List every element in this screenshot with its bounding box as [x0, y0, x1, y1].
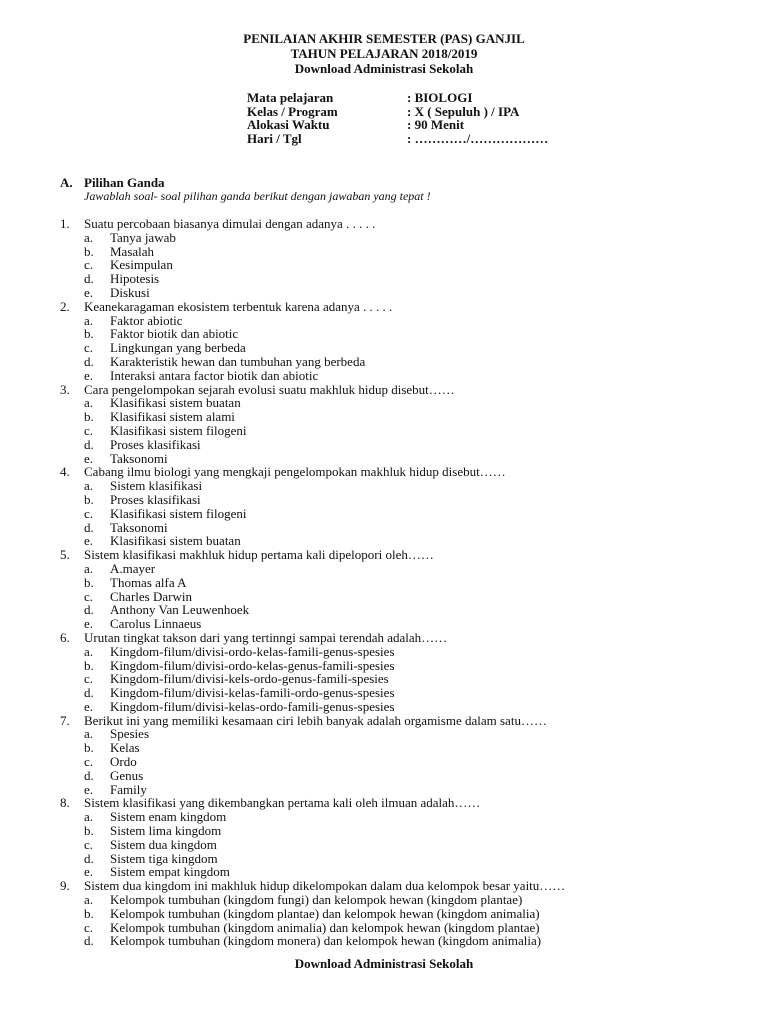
- answer-option: [60, 810, 740, 824]
- question-text: Sistem klasifikasi makhluk hidup pertama kali dipelopori oleh……: [84, 547, 434, 563]
- answer-option: [60, 355, 740, 369]
- question-text: Cabang ilmu biologi yang mengkaji pengelompokan makhluk hidup disebut……: [84, 464, 506, 480]
- footer-text: Download Administrasi Sekolah: [294, 956, 474, 971]
- option-letter: a.: [84, 726, 94, 742]
- info-value: : BIOLOGI: [407, 90, 473, 105]
- question-item: [60, 300, 740, 383]
- option-text: Kingdom-filum/divisi-kelas-famili-ordo-genus-spesies: [110, 685, 395, 701]
- answer-option: [60, 369, 740, 383]
- option-letter: a.: [84, 892, 94, 908]
- question-number: 7.: [60, 712, 70, 728]
- answer-option: [60, 852, 740, 866]
- option-text: Carolus Linnaeus: [110, 616, 202, 632]
- question-item: [60, 879, 740, 948]
- option-text: Anthony Van Leuwenhoek: [110, 602, 250, 618]
- question-line: [60, 879, 740, 893]
- option-letter: e.: [84, 616, 94, 632]
- option-text: Ordo: [110, 754, 137, 770]
- question-number: 1.: [60, 216, 70, 231]
- answer-option: [60, 562, 740, 576]
- answer-option: [60, 727, 740, 741]
- answer-option: [60, 769, 740, 783]
- question-item: [60, 465, 740, 548]
- option-letter: a.: [84, 312, 94, 328]
- answer-option: [60, 493, 740, 507]
- option-letter: c.: [84, 340, 94, 356]
- answer-option: [60, 576, 740, 590]
- question-line: [60, 383, 740, 397]
- info-label: Mata pelajaran: [247, 90, 334, 105]
- option-letter: b.: [84, 409, 94, 425]
- option-text: Thomas alfa A: [110, 574, 187, 590]
- header-year: TAHUN PELAJARAN 2018/2019: [290, 46, 478, 61]
- question-item: [60, 383, 740, 466]
- option-letter: d.: [84, 353, 94, 369]
- option-letter: b.: [84, 326, 94, 342]
- option-letter: e.: [84, 698, 94, 714]
- info-value: : 90 Menit: [407, 117, 465, 132]
- option-letter: b.: [84, 574, 94, 590]
- section-letter: A.: [60, 175, 73, 190]
- option-letter: d.: [84, 685, 94, 701]
- option-letter: d.: [84, 767, 94, 783]
- answer-option: [60, 245, 740, 259]
- question-text: Suatu percobaan biasanya dimulai dengan adanya . . . . .: [84, 216, 376, 231]
- option-text: Sistem klasifikasi: [110, 478, 203, 494]
- option-text: Kelompok tumbuhan (kingdom animalia) dan kelompok hewan (kingdom plantae): [110, 919, 540, 935]
- answer-option: [60, 341, 740, 355]
- question-number: 9.: [60, 878, 70, 894]
- answer-option: [60, 755, 740, 769]
- answer-option: [60, 314, 740, 328]
- option-text: Proses klasifikasi: [110, 436, 201, 452]
- info-label: Kelas / Program: [247, 103, 338, 119]
- answer-option: [60, 617, 740, 631]
- answer-option: [60, 865, 740, 879]
- answer-option: [60, 534, 740, 548]
- exam-info: [247, 91, 548, 145]
- question-number: 5.: [60, 547, 70, 563]
- option-letter: a.: [84, 560, 94, 576]
- option-text: Hipotesis: [110, 271, 160, 287]
- question-number: 3.: [60, 381, 70, 397]
- option-letter: b.: [84, 657, 94, 673]
- option-letter: c.: [84, 671, 94, 687]
- option-letter: a.: [84, 809, 94, 825]
- answer-option: [60, 907, 740, 921]
- option-text: Sistem empat kingdom: [110, 864, 230, 880]
- answer-option: [60, 231, 740, 245]
- question-line: [60, 465, 740, 479]
- option-text: Kelompok tumbuhan (kingdom monera) dan kelompok hewan (kingdom animalia): [110, 933, 542, 949]
- option-text: Faktor abiotic: [110, 312, 183, 328]
- question-number: 6.: [60, 629, 70, 645]
- question-number: 8.: [60, 795, 70, 811]
- answer-option: [60, 327, 740, 341]
- option-text: Kelompok tumbuhan (kingdom plantae) dan kelompok hewan (kingdom animalia): [110, 905, 540, 921]
- option-letter: a.: [84, 478, 94, 494]
- answer-option: [60, 521, 740, 535]
- option-text: Charles Darwin: [110, 588, 192, 604]
- question-line: [60, 796, 740, 810]
- option-letter: c.: [84, 588, 94, 604]
- info-row: [247, 118, 548, 132]
- header-source: Download Administrasi Sekolah: [294, 61, 474, 76]
- question-line: [60, 631, 740, 645]
- option-text: Klasifikasi sistem buatan: [110, 395, 241, 411]
- info-label: Hari / Tgl: [247, 130, 302, 146]
- option-text: Kesimpulan: [110, 257, 173, 273]
- option-text: Sistem tiga kingdom: [110, 850, 218, 866]
- option-text: Karakteristik hewan dan tumbuhan yang berbeda: [110, 353, 366, 369]
- info-label: Alokasi Waktu: [247, 117, 330, 132]
- section-name: Pilihan Ganda: [84, 175, 165, 190]
- option-text: Tanya jawab: [110, 229, 176, 245]
- answer-option: [60, 838, 740, 852]
- answer-option: [60, 603, 740, 617]
- option-letter: a.: [84, 395, 94, 411]
- option-letter: c.: [84, 422, 94, 438]
- option-letter: c.: [84, 505, 94, 521]
- answer-option: [60, 659, 740, 673]
- option-letter: b.: [84, 740, 94, 756]
- section-title: [60, 176, 165, 190]
- answer-option: [60, 479, 740, 493]
- question-number: 4.: [60, 464, 70, 480]
- answer-option: [60, 590, 740, 604]
- question-item: [60, 631, 740, 714]
- info-row: [247, 105, 548, 119]
- option-letter: a.: [84, 643, 94, 659]
- option-text: Kelompok tumbuhan (kingdom fungi) dan kelompok hewan (kingdom plantae): [110, 892, 523, 908]
- answer-option: [60, 272, 740, 286]
- answer-option: [60, 452, 740, 466]
- info-value: : …………/………………: [407, 130, 549, 146]
- option-letter: b.: [84, 243, 94, 259]
- option-text: Masalah: [110, 243, 155, 259]
- question-text: Urutan tingkat takson dari yang tertinngi sampai terendah adalah……: [84, 629, 448, 645]
- question-text: Berikut ini yang memiliki kesamaan ciri lebih banyak adalah orgamisme dalam satu……: [84, 712, 547, 728]
- answer-option: [60, 893, 740, 907]
- option-letter: c.: [84, 257, 94, 273]
- answer-option: [60, 410, 740, 424]
- section-instruction: Jawablah soal- soal pilihan ganda berikut dengan jawaban yang tepat !: [84, 189, 431, 203]
- option-letter: c.: [84, 836, 94, 852]
- question-text: Sistem dua kingdom ini makhluk hidup dikelompokan dalam dua kelompok besar yaitu……: [84, 878, 566, 894]
- option-text: Kingdom-filum/divisi-kelas-ordo-famili-genus-spesies: [110, 698, 395, 714]
- option-letter: b.: [84, 905, 94, 921]
- answer-option: [60, 645, 740, 659]
- answer-option: [60, 741, 740, 755]
- question-text: Sistem klasifikasi yang dikembangkan pertama kali oleh ilmuan adalah……: [84, 795, 481, 811]
- option-text: Taksonomi: [110, 519, 168, 535]
- option-letter: e.: [84, 864, 94, 880]
- option-letter: d.: [84, 602, 94, 618]
- option-letter: d.: [84, 519, 94, 535]
- answer-option: [60, 700, 740, 714]
- info-row: [247, 132, 548, 146]
- option-text: Genus: [110, 767, 144, 783]
- question-line: [60, 300, 740, 314]
- option-text: Kingdom-filum/divisi-kels-ordo-genus-famili-spesies: [110, 671, 389, 687]
- option-letter: a.: [84, 229, 94, 245]
- answer-option: [60, 286, 740, 300]
- answer-option: [60, 424, 740, 438]
- question-text: Cara pengelompokan sejarah evolusi suatu makhluk hidup disebut……: [84, 381, 455, 397]
- option-text: Diskusi: [110, 284, 150, 300]
- option-text: A.mayer: [110, 560, 156, 576]
- question-item: [60, 714, 740, 797]
- option-text: Spesies: [110, 726, 149, 742]
- info-row: [247, 91, 548, 105]
- option-letter: e.: [84, 450, 94, 466]
- option-text: Taksonomi: [110, 450, 168, 466]
- header-title: PENILAIAN AKHIR SEMESTER (PAS) GANJIL: [243, 31, 525, 46]
- option-letter: d.: [84, 271, 94, 287]
- answer-option: [60, 507, 740, 521]
- question-line: [60, 714, 740, 728]
- answer-option: [60, 438, 740, 452]
- answer-option: [60, 934, 740, 948]
- option-text: Sistem dua kingdom: [110, 836, 217, 852]
- question-line: [60, 217, 740, 231]
- option-text: Interaksi antara factor biotik dan abiotic: [110, 367, 319, 383]
- option-text: Klasifikasi sistem buatan: [110, 533, 241, 549]
- option-letter: e.: [84, 367, 94, 383]
- question-text: Keanekaragaman ekosistem terbentuk karena adanya . . . . .: [84, 298, 393, 314]
- option-text: Proses klasifikasi: [110, 491, 201, 507]
- option-text: Faktor biotik dan abiotic: [110, 326, 239, 342]
- option-letter: e.: [84, 781, 94, 797]
- option-letter: e.: [84, 533, 94, 549]
- question-item: [60, 796, 740, 879]
- answer-option: [60, 396, 740, 410]
- option-letter: b.: [84, 823, 94, 839]
- option-letter: d.: [84, 436, 94, 452]
- option-letter: e.: [84, 284, 94, 300]
- option-text: Klasifikasi sistem alami: [110, 409, 235, 425]
- option-text: Klasifikasi sistem filogeni: [110, 422, 247, 438]
- question-line: [60, 548, 740, 562]
- option-text: Sistem enam kingdom: [110, 809, 227, 825]
- answer-option: [60, 824, 740, 838]
- answer-option: [60, 783, 740, 797]
- answer-option: [60, 921, 740, 935]
- option-letter: c.: [84, 919, 94, 935]
- option-letter: c.: [84, 754, 94, 770]
- option-text: Sistem lima kingdom: [110, 823, 222, 839]
- option-letter: d.: [84, 850, 94, 866]
- option-letter: b.: [84, 491, 94, 507]
- exam-header: [0, 31, 768, 76]
- option-text: Lingkungan yang berbeda: [110, 340, 246, 356]
- question-number: 2.: [60, 298, 70, 314]
- option-text: Kingdom-filum/divisi-ordo-kelas-genus-famili-spesies: [110, 657, 395, 673]
- answer-option: [60, 672, 740, 686]
- option-text: Klasifikasi sistem filogeni: [110, 505, 247, 521]
- option-text: Family: [110, 781, 147, 797]
- question-item: [60, 217, 740, 300]
- option-letter: d.: [84, 933, 94, 949]
- answer-option: [60, 686, 740, 700]
- info-value: : X ( Sepuluh ) / IPA: [407, 103, 520, 119]
- question-list: [60, 217, 740, 948]
- option-text: Kelas: [110, 740, 140, 756]
- option-text: Kingdom-filum/divisi-ordo-kelas-famili-genus-spesies: [110, 643, 395, 659]
- answer-option: [60, 258, 740, 272]
- question-item: [60, 548, 740, 631]
